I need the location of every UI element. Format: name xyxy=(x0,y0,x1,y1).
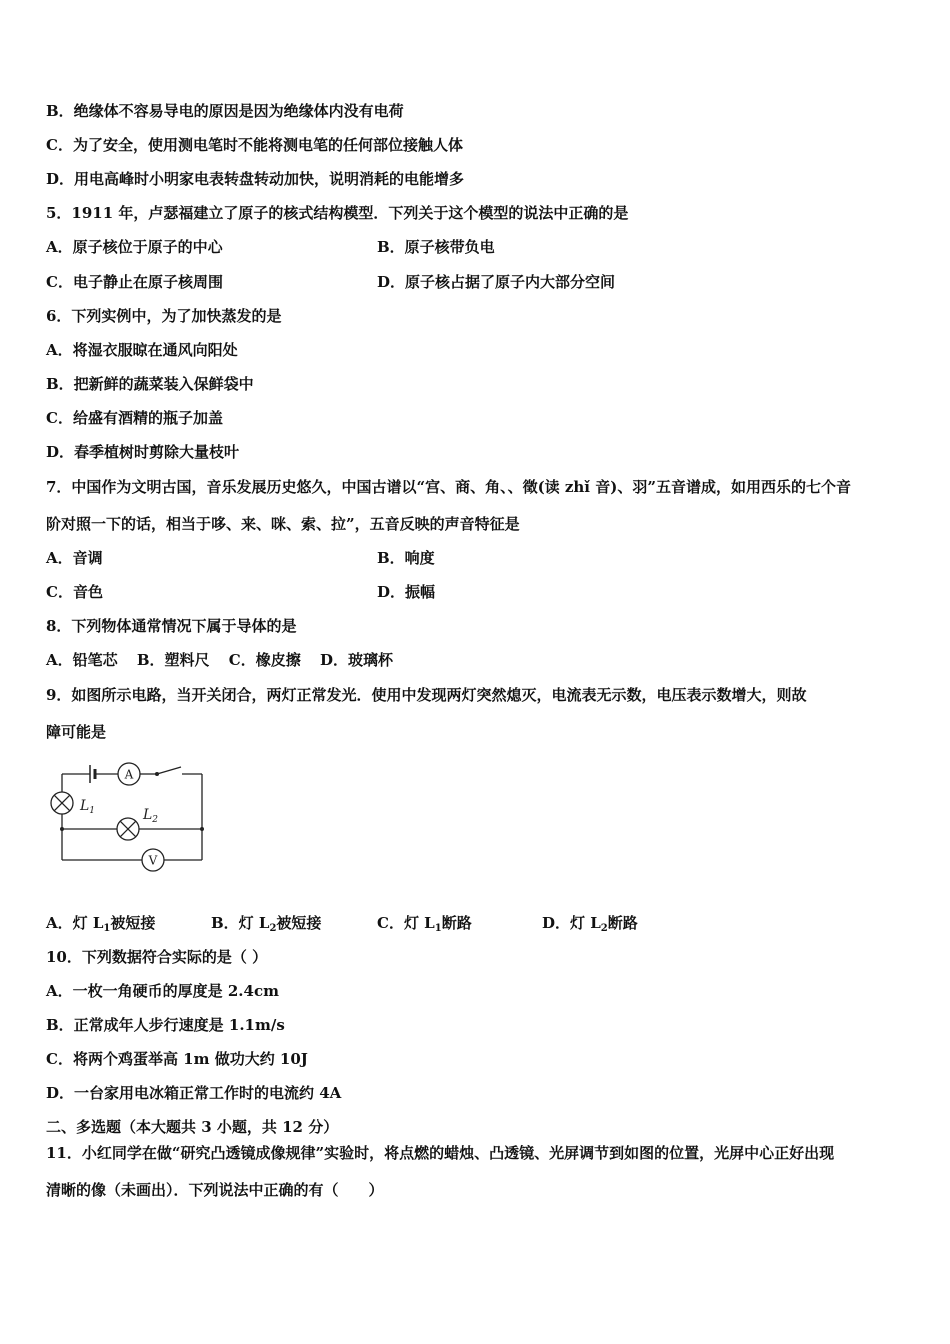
q7-option-a: A．音调 xyxy=(46,549,103,567)
q7-option-c: C．音色 xyxy=(46,583,103,601)
q5-stem: 5．1911 年，卢瑟福建立了原子的核式结构模型．下列关于这个模型的说法中正确的是 xyxy=(46,204,629,222)
q9-option-a xyxy=(46,913,155,933)
junction-right xyxy=(200,827,204,831)
q9-option-b-text: B．灯 L xyxy=(211,914,270,932)
lamp-l2-letter: L xyxy=(143,807,153,823)
q4-option-d: D．用电高峰时小明家电表转盘转动加快，说明消耗的电能增多 xyxy=(46,170,465,188)
q4-option-c: C．为了安全，使用测电笔时不能将测电笔的任何部位接触人体 xyxy=(46,136,463,154)
q8-options xyxy=(46,650,407,670)
q9-option-a-tail: 被短接 xyxy=(110,914,156,932)
q6-option-a: A．将湿衣服晾在通风向阳处 xyxy=(46,341,238,359)
q9-option-b-subscript: 2 xyxy=(269,923,277,934)
q9-option-c xyxy=(377,913,472,933)
junction-left xyxy=(60,827,64,831)
q7-stem-line2: 阶对照一下的话，相当于哆、来、咪、索、拉”，五音反映的声音特征是 xyxy=(46,515,520,533)
q5-option-a: A．原子核位于原子的中心 xyxy=(46,238,223,256)
voltmeter-label: V xyxy=(148,853,158,868)
section2-heading: 二、多选题（本大题共 3 小题，共 12 分） xyxy=(46,1118,339,1136)
switch-blade-icon xyxy=(157,767,181,774)
q6-option-c: C．给盛有酒精的瓶子加盖 xyxy=(46,409,223,427)
q9-option-b xyxy=(211,913,321,933)
q8-stem: 8．下列物体通常情况下属于导体的是 xyxy=(46,617,297,635)
lamp-l1-label xyxy=(79,798,95,816)
circuit-diagram xyxy=(44,756,214,876)
q7-stem-line1: 7．中国作为文明古国，音乐发展历史悠久，中国古谱以“宫、商、角、、徵(读 zhǐ 音)、羽”五音谱成，如用西乐的七个音 xyxy=(46,478,851,496)
q9-stem-line1: 9．如图所示电路，当开关闭合，两灯正常发光．使用中发现两灯突然熄灭，电流表无示数，电压表示数增大，则故 xyxy=(46,686,807,704)
q10-option-c: C．将两个鸡蛋举高 1m 做功大约 10J xyxy=(46,1050,308,1068)
lamp-l2-label xyxy=(142,807,158,825)
q5-option-b: B．原子核带负电 xyxy=(377,238,495,256)
q9-option-a-subscript: 1 xyxy=(103,923,111,934)
q6-option-b: B．把新鲜的蔬菜装入保鲜袋中 xyxy=(46,375,254,393)
lamp-l1-subscript: 1 xyxy=(89,806,96,816)
lamp-l2-subscript: 2 xyxy=(152,815,159,825)
q9-option-d xyxy=(542,913,638,933)
q8-option-a: A．铅笔芯 xyxy=(46,651,118,669)
q9-option-d-tail: 断路 xyxy=(607,914,638,932)
q9-stem-line2: 障可能是 xyxy=(46,723,107,741)
q11-stem-line1: 11．小红同学在做“研究凸透镜成像规律”实验时，将点燃的蜡烛、凸透镜、光屏调节到如图的位置，光屏中心正好出现 xyxy=(46,1144,835,1162)
q8-option-c: C．橡皮擦 xyxy=(228,651,301,669)
q9-option-d-text: D．灯 L xyxy=(542,914,601,932)
q8-option-d: D．玻璃杯 xyxy=(319,651,393,669)
q9-option-a-text: A．灯 L xyxy=(46,914,104,932)
q9-option-d-subscript: 2 xyxy=(600,923,608,934)
q11-stem-line2: 清晰的像（未画出）．下列说法中正确的有（ ） xyxy=(46,1181,384,1199)
lamp-l1-letter: L xyxy=(80,798,90,814)
q10-option-a: A．一枚一角硬币的厚度是 2.4cm xyxy=(46,982,279,1000)
q9-option-b-tail: 被短接 xyxy=(276,914,322,932)
q8-option-b: B．塑料尺 xyxy=(136,651,210,669)
q6-stem: 6．下列实例中，为了加快蒸发的是 xyxy=(46,307,282,325)
q9-option-c-tail: 断路 xyxy=(441,914,472,932)
q10-stem: 10．下列数据符合实际的是（ ） xyxy=(46,948,268,966)
q7-option-d: D．振幅 xyxy=(377,583,436,601)
q5-option-c: C．电子静止在原子核周围 xyxy=(46,273,223,291)
q10-option-b: B．正常成年人步行速度是 1.1m/s xyxy=(46,1016,285,1034)
q4-option-b: B．绝缘体不容易导电的原因是因为绝缘体内没有电荷 xyxy=(46,102,404,120)
q9-option-c-text: C．灯 L xyxy=(377,914,435,932)
q6-option-d: D．春季植树时剪除大量枝叶 xyxy=(46,443,240,461)
q10-option-d: D．一台家用电冰箱正常工作时的电流约 4A xyxy=(46,1084,342,1102)
ammeter-label: A xyxy=(124,767,134,782)
q5-option-d: D．原子核占据了原子内大部分空间 xyxy=(377,273,616,291)
q9-options xyxy=(46,913,686,933)
q7-option-b: B．响度 xyxy=(377,549,435,567)
q9-option-c-subscript: 1 xyxy=(434,923,442,934)
